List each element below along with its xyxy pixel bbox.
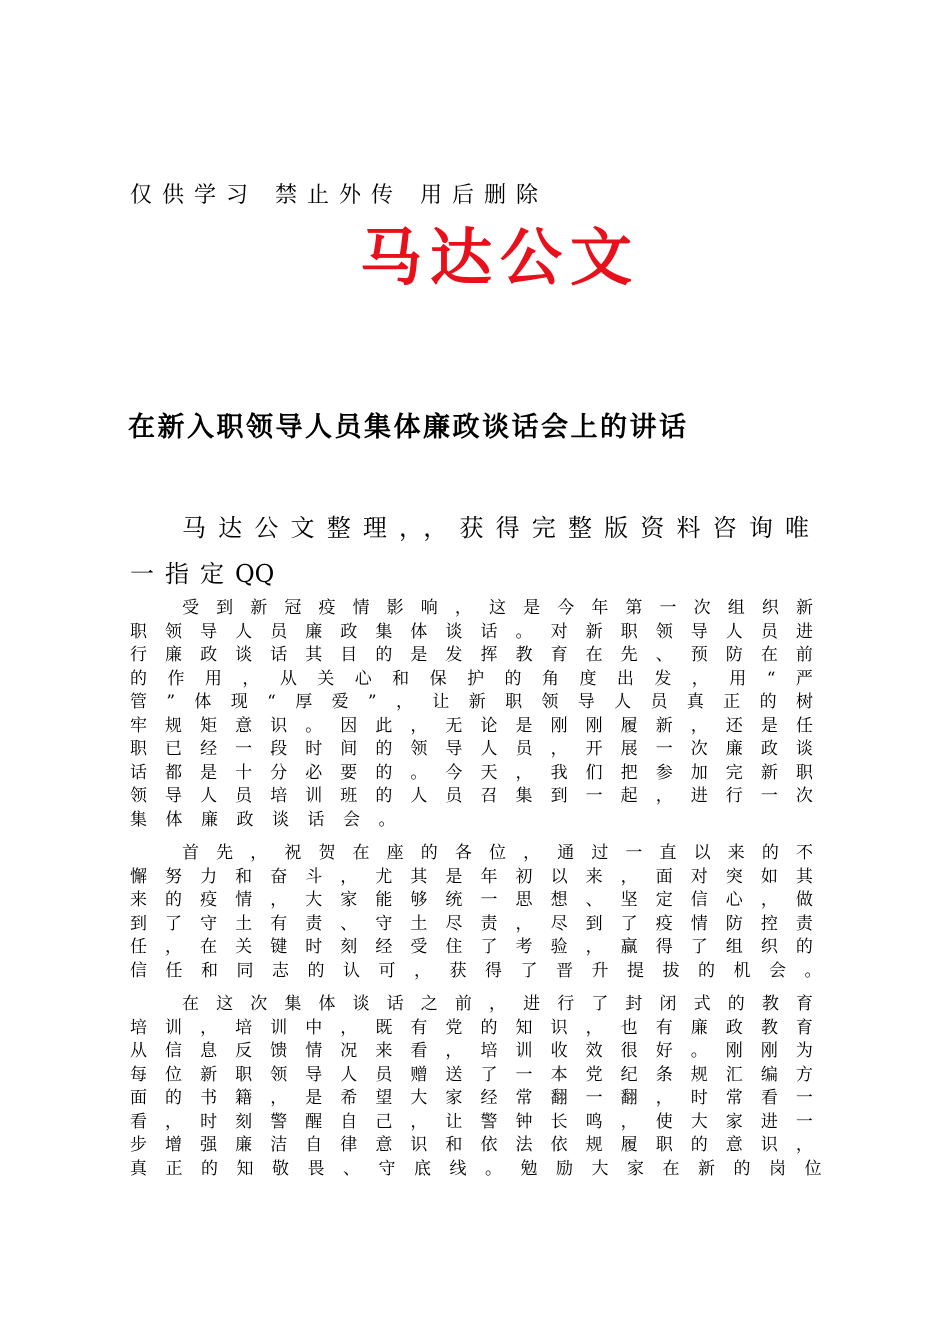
lead-paragraph: [130, 505, 820, 597]
paragraph-line: 的 作 用 ， 从 关 心 和 保 护 的 角 度 出 发 ， 用 “ 严: [130, 668, 816, 689]
paragraph-line: 话 都 是 十 分 必 要 的 。 今 天 ， 我 们 把 参 加 完 新 职: [130, 762, 816, 783]
lead-qq: QQ: [235, 560, 275, 588]
usage-notice: 仅供学习 禁止外传 用后删除: [130, 183, 548, 208]
paragraph-line: 集 体 廉 政 谈 话 会 。: [130, 809, 399, 830]
body-paragraph: [130, 842, 825, 983]
paragraph-line: 任 ， 在 关 键 时 刻 经 受 住 了 考 验 ， 赢 得 了 组 织 的: [130, 937, 816, 957]
paragraph-line: 来 的 疫 情 ， 大 家 能 够 统 一 思 想 、 坚 定 信 心 ， 做: [130, 890, 816, 910]
paragraph-line: 真 正 的 知 敬 畏 、 守 底 线 。 勉 励 大 家 在 新 的 岗 位: [130, 1158, 825, 1179]
paragraph-line: 领 导 人 员 培 训 班 的 人 员 召 集 到 一 起 ， 进 行 一 次: [130, 786, 816, 806]
paragraph-line: 职 领 导 人 员 廉 政 集 体 谈 话 。 对 新 职 领 导 人 员 进: [130, 621, 816, 642]
paragraph-line: 步 增 强 廉 洁 自 律 意 识 和 依 法 依 规 履 职 的 意 识 ，: [130, 1135, 816, 1155]
paragraph-line: 面 的 书 籍 ， 是 希 望 大 家 经 常 翻 一 翻 ， 时 常 看 一: [130, 1088, 816, 1108]
paragraph-line: 到 了 守 土 有 责 、 守 土 尽 责 ， 尽 到 了 疫 情 防 控 责: [130, 913, 816, 934]
paragraph-line: 牢 规 矩 意 识 。 因 此 ， 无 论 是 刚 刚 履 新 ， 还 是 任: [130, 715, 816, 736]
paragraph-line: 职 已 经 一 段 时 间 的 领 导 人 员 ， 开 展 一 次 廉 政 谈: [130, 739, 816, 759]
paragraph-line: 管 ” 体 现 “ 厚 爱 ” ， 让 新 职 领 导 人 员 真 正 的 树: [130, 692, 816, 712]
paragraph-line: 在 这 次 集 体 谈 话 之 前 ， 进 行 了 封 闭 式 的 教 育: [182, 994, 816, 1014]
brand-title: 马达公文: [359, 221, 640, 294]
paragraph-line: 首 先 ， 祝 贺 在 座 的 各 位 ， 通 过 一 直 以 来 的 不: [182, 843, 816, 863]
document-title: 在新入职领导人员集体廉政谈话会上的讲话: [128, 412, 689, 443]
paragraph-line: 受 到 新 冠 疫 情 影 响 ， 这 是 今 年 第 一 次 组 织 新: [182, 598, 816, 618]
paragraph-line: 懈 努 力 和 奋 斗 ， 尤 其 是 年 初 以 来 ， 面 对 突 如 其: [130, 866, 816, 887]
body-text: [130, 597, 825, 1191]
paragraph-line: 从 信 息 反 馈 情 况 来 看 ， 培 训 收 效 很 好 。 刚 刚 为: [130, 1041, 816, 1061]
lead-text: 马达公文整理，，获得完整版资料咨询唯一指定: [130, 514, 820, 588]
body-paragraph: [130, 993, 825, 1181]
paragraph-line: 行 廉 政 谈 话 其 目 的 是 发 挥 教 育 在 先 、 预 防 在 前: [130, 645, 816, 665]
body-paragraph: [130, 597, 816, 832]
paragraph-line: 培 训 ， 培 训 中 ， 既 有 党 的 知 识 ， 也 有 廉 政 教 育: [130, 1017, 816, 1038]
paragraph-line: 每 位 新 职 领 导 人 员 赠 送 了 一 本 党 纪 条 规 汇 编 方: [130, 1064, 816, 1085]
paragraph-line: 看 ， 时 刻 警 醒 自 己 ， 让 警 钟 长 鸣 ， 使 大 家 进 一: [130, 1111, 816, 1132]
paragraph-line: 信 任 和 同 志 的 认 可 ， 获 得 了 晋 升 提 拔 的 机 会 。: [130, 960, 825, 981]
